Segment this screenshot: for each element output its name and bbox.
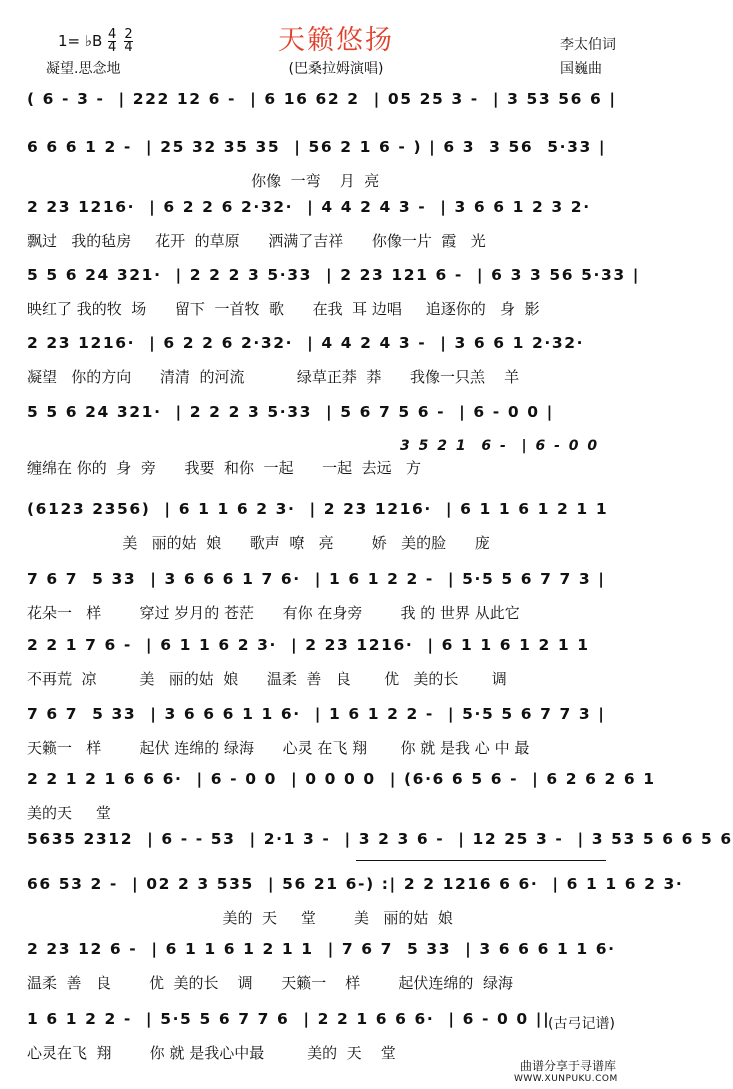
notation-line: 1 6 1 2 2 - | 5·5 5 6 7 7 6 | 2 2 1 6 6 6· | 6 - 0 0 || (27, 1010, 551, 1028)
lyrics-line: 映红了 我的牧 场 留下 一首牧 歌 在我 耳 边唱 追逐你的 身 影 (27, 300, 540, 318)
notation-line: (6123 2356) | 6 1 1 6 2 3· | 2 23 1216· | 6 1 1 6 1 2 1 1 (27, 500, 609, 518)
lyrics-line: 飘过 我的毡房 花开 的草原 洒满了吉祥 你像一片 霞 光 (27, 232, 486, 250)
key-signature: 1= ♭B (58, 32, 103, 50)
meter-four-four (108, 29, 116, 54)
notation-line: 66 53 2 - | 02 2 3 535 | 56 21 6-) :| 2 2 1216 6 6· | 6 1 1 6 2 3· (27, 875, 684, 893)
transcriber-credit: (古弓记谱) (548, 1016, 615, 1032)
lyrics-line: 温柔 善 良 优 美的长 调 天籁一 样 起伏连绵的 绿海 (27, 974, 513, 992)
composer-credit: 国巍曲 (560, 61, 602, 77)
lyrics-line: 花朵一 样 穿过 岁月的 苍茫 有你 在身旁 我 的 世界 从此它 (27, 604, 520, 622)
lyrics-line: 你像 一弯 月 亮 (27, 172, 380, 190)
harmony-notation: 3 5 2 1 6 - | 6 - 0 0 (400, 438, 600, 454)
meter-2-bottom: 4 (124, 40, 133, 55)
lyrics-line: 美的 天 堂 美 丽的姑 娘 (27, 909, 453, 927)
song-title: 天籁悠扬 (278, 25, 394, 56)
volta-bracket (356, 860, 606, 861)
notation-line: 2 2 1 7 6 - | 6 1 1 6 2 3· | 2 23 1216· | 6 1 1 6 1 2 1 1 (27, 636, 590, 654)
notation-line: 2 23 1216· | 6 2 2 6 2·32· | 4 4 2 4 3 - | 3 6 6 1 2·32· (27, 334, 585, 352)
notation-line: 7 6 7 5 33 | 3 6 6 6 1 7 6· | 1 6 1 2 2 - | 5·5 5 6 7 7 3 | (27, 570, 606, 588)
time-signature (108, 29, 137, 54)
lyrics-line: 不再荒 凉 美 丽的姑 娘 温柔 善 良 优 美的长 调 (27, 670, 507, 688)
notation-line: 6 6 6 1 2 - | 25 32 35 35 | 56 2 1 6 - ) | 6 3 3 56 5·33 | (27, 138, 607, 156)
share-caption: 曲谱分享于寻谱库 (520, 1059, 617, 1073)
notation-line: 2 23 12 6 - | 6 1 1 6 1 2 1 1 | 7 6 7 5 33 | 3 6 6 6 1 1 6· (27, 940, 616, 958)
lyrics-line: 心灵在飞 翔 你 就 是我心中最 美的 天 堂 (27, 1044, 396, 1062)
notation-line: 5 5 6 24 321· | 2 2 2 3 5·33 | 2 23 121 6 - | 6 3 3 56 5·33 | (27, 266, 640, 284)
meter-2-top: 2 (124, 27, 133, 42)
lyrics-line: 天籁一 样 起伏 连绵的 绿海 心灵 在飞 翔 你 就 是我 心 中 最 (27, 739, 530, 757)
notation-line: 5 5 6 24 321· | 2 2 2 3 5·33 | 5 6 7 5 6 - | 6 - 0 0 | (27, 403, 554, 421)
meter-1-top: 4 (108, 27, 117, 42)
notation-line: 7 6 7 5 33 | 3 6 6 6 1 1 6· | 1 6 1 2 2 - | 5·5 5 6 7 7 3 | (27, 705, 606, 723)
notation-line: 2 2 1 2 1 6 6 6· | 6 - 0 0 | 0 0 0 0 | (6·6 6 5 6 - | 6 2 6 2 6 1 (27, 770, 656, 788)
meter-two-four (124, 29, 132, 54)
lyrics-line: 美的天 堂 (27, 804, 111, 822)
meter-1-bottom: 4 (108, 40, 117, 55)
lyricist-credit: 李太伯词 (560, 37, 616, 53)
expression-marking: 凝望.思念地 (46, 61, 121, 77)
notation-line: ( 6 - 3 - | 222 12 6 - | 6 16 62 2 | 05 25 3 - | 3 53 56 6 | (27, 90, 617, 108)
lyrics-line: 缠绵在 你的 身 旁 我要 和你 一起 一起 去远 方 (27, 459, 421, 477)
notation-line: 2 23 1216· | 6 2 2 6 2·32· | 4 4 2 4 3 - | 3 6 6 1 2 3 2· (27, 198, 591, 216)
song-subtitle: (巴桑拉姆演唱) (288, 61, 384, 77)
lyrics-line: 凝望 你的方向 清清 的河流 绿草正莽 莽 我像一只羔 羊 (27, 368, 520, 386)
site-link[interactable]: WWW.XUNPUKU.COM (514, 1074, 618, 1084)
notation-line: 5635 2312 | 6 - - 53 | 2·1 3 - | 3 2 3 6 - | 12 25 3 - | 3 53 5 6 6 5 6 (27, 830, 733, 848)
lyrics-line: 美 丽的姑 娘 歌声 嘹 亮 娇 美的脸 庞 (27, 534, 490, 552)
